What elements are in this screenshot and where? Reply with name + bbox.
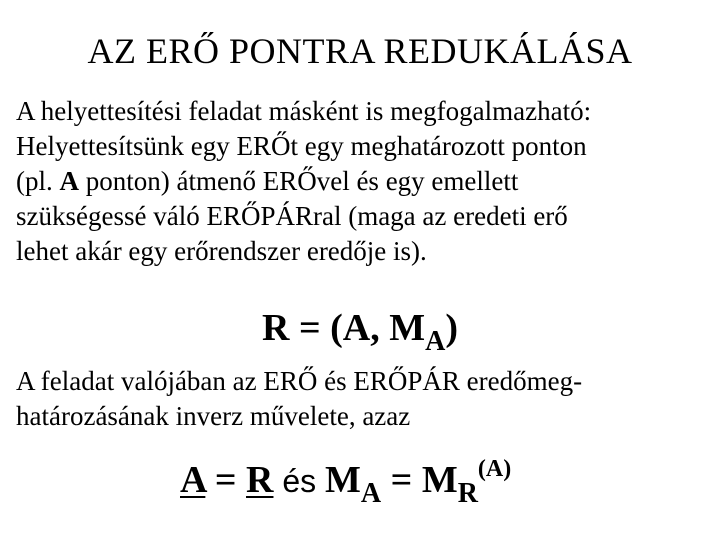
formula-r: R — [246, 459, 274, 501]
formula-m: M — [325, 459, 361, 501]
formula-lhs: R = (A, M — [262, 307, 426, 349]
formula-close: ) — [445, 307, 458, 349]
paragraph-line: A helyettesítési feladat másként is megfogalmazható: — [16, 96, 592, 126]
paragraph-definition — [16, 94, 716, 269]
formula-equals: = — [381, 459, 422, 501]
paragraph-inverse — [16, 364, 716, 434]
formula-m2-subscript: R — [457, 478, 478, 509]
formula-m2-superscript: (A) — [477, 456, 512, 482]
formula-conjunction: és — [273, 463, 326, 499]
line-text: (pl. — [16, 166, 60, 196]
formula-subscript: A — [425, 326, 446, 357]
paragraph-line — [16, 164, 716, 199]
formula-equivalence — [180, 456, 512, 509]
formula-reduction — [0, 306, 720, 357]
paragraph-line: határozásának inverz művelete, azaz — [16, 401, 411, 431]
paragraph-line: A feladat valójában az ERŐ és ERŐPÁR eredőmeg- — [16, 366, 583, 396]
paragraph-line: lehet akár egy erőrendszer eredője is). — [16, 236, 427, 266]
formula-m-subscript: A — [360, 478, 382, 509]
point-a-label: A — [59, 166, 79, 196]
formula-m2: M — [421, 459, 458, 501]
slide-title: AZ ERŐ PONTRA REDUKÁLÁSA — [87, 31, 633, 71]
paragraph-line: Helyettesítsünk egy ERŐt egy meghatározott ponton — [16, 131, 587, 161]
paragraph-line: szükségessé váló ERŐPÁRral (maga az eredeti erő — [16, 201, 568, 231]
formula-equals: = — [205, 459, 247, 501]
formula-a: A — [180, 459, 206, 501]
line-text: ponton) átmenő ERŐvel és egy emellett — [79, 166, 519, 196]
